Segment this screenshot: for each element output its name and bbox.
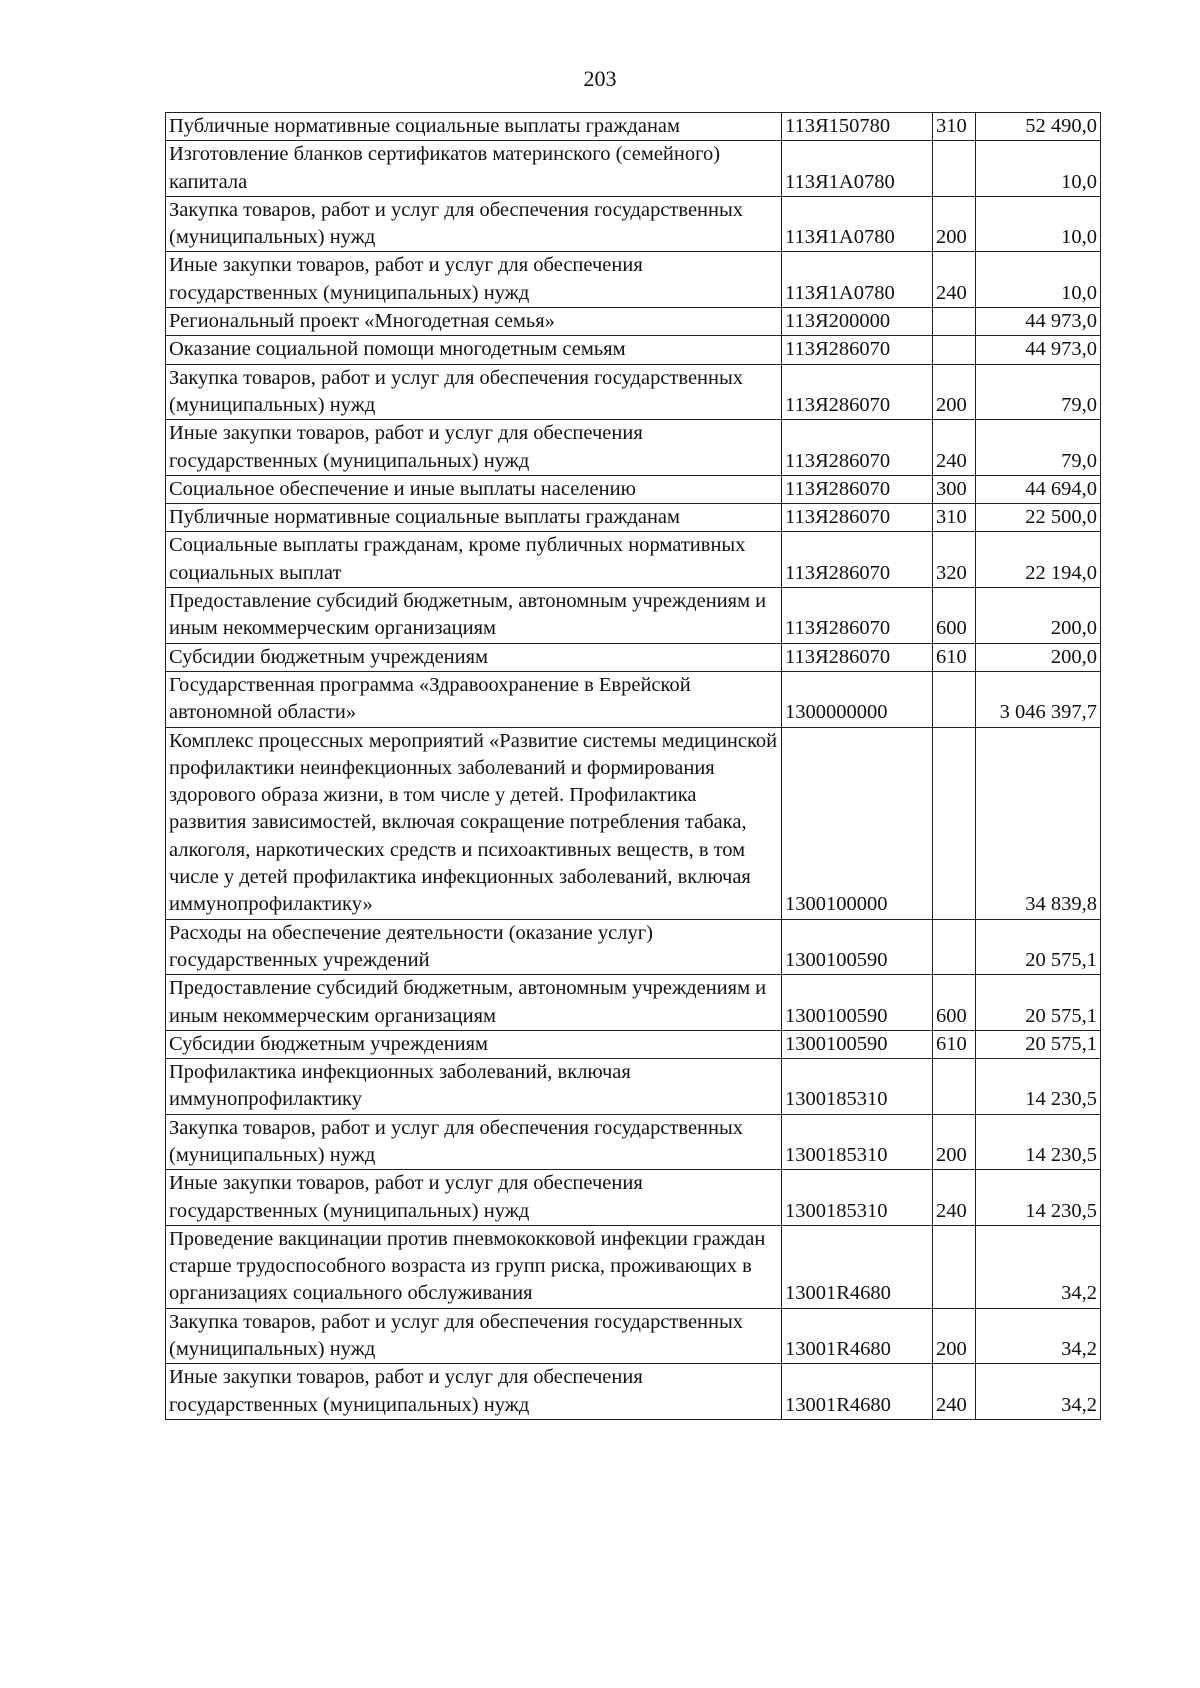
target-code-cell: 113Я1А0780	[782, 196, 933, 252]
table-row	[166, 532, 1101, 588]
amount-cell: 200,0	[976, 643, 1101, 671]
table-row	[166, 141, 1101, 197]
expense-name-cell: Иные закупки товаров, работ и услуг для обеспечения государственных (муниципальных) нужд	[166, 252, 782, 308]
table-row	[166, 919, 1101, 975]
table-row	[166, 420, 1101, 476]
amount-cell: 34,2	[976, 1308, 1101, 1364]
target-code-cell: 1300100590	[782, 1030, 933, 1058]
target-code-cell: 113Я286070	[782, 504, 933, 532]
expense-type-cell: 200	[933, 196, 976, 252]
target-code-cell: 113Я286070	[782, 336, 933, 364]
expense-name-cell: Иные закупки товаров, работ и услуг для обеспечения государственных (муниципальных) нужд	[166, 420, 782, 476]
target-code-cell: 113Я286070	[782, 643, 933, 671]
expense-name-cell: Закупка товаров, работ и услуг для обеспечения государственных (муниципальных) нужд	[166, 364, 782, 420]
expense-type-cell	[933, 308, 976, 336]
amount-cell: 44 973,0	[976, 308, 1101, 336]
target-code-cell: 113Я150780	[782, 113, 933, 141]
expense-name-cell: Государственная программа «Здравоохранение в Еврейской автономной области»	[166, 671, 782, 727]
amount-cell: 34,2	[976, 1225, 1101, 1308]
amount-cell: 52 490,0	[976, 113, 1101, 141]
page-number: 203	[583, 66, 617, 91]
table-row	[166, 113, 1101, 141]
expense-type-cell: 200	[933, 1114, 976, 1170]
amount-cell: 22 500,0	[976, 504, 1101, 532]
expense-name-cell: Субсидии бюджетным учреждениям	[166, 1030, 782, 1058]
target-code-cell: 1300100590	[782, 919, 933, 975]
expense-type-cell: 600	[933, 588, 976, 644]
amount-cell: 22 194,0	[976, 532, 1101, 588]
expense-type-cell: 240	[933, 1170, 976, 1226]
table-row	[166, 1225, 1101, 1308]
table-row	[166, 336, 1101, 364]
expense-type-cell	[933, 727, 976, 919]
expense-name-cell: Закупка товаров, работ и услуг для обеспечения государственных (муниципальных) нужд	[166, 196, 782, 252]
target-code-cell: 1300100000	[782, 727, 933, 919]
target-code-cell: 113Я286070	[782, 364, 933, 420]
amount-cell: 10,0	[976, 252, 1101, 308]
table-row	[166, 308, 1101, 336]
expense-type-cell: 610	[933, 1030, 976, 1058]
expense-name-cell: Закупка товаров, работ и услуг для обеспечения государственных (муниципальных) нужд	[166, 1114, 782, 1170]
target-code-cell: 1300000000	[782, 671, 933, 727]
expense-type-cell	[933, 671, 976, 727]
expense-type-cell	[933, 1059, 976, 1115]
expense-name-cell: Предоставление субсидий бюджетным, автономным учреждениям и иным некоммерческим организациям	[166, 975, 782, 1031]
table-row	[166, 1308, 1101, 1364]
expense-type-cell: 300	[933, 475, 976, 503]
amount-cell: 34,2	[976, 1364, 1101, 1420]
amount-cell: 44 694,0	[976, 475, 1101, 503]
amount-cell: 14 230,5	[976, 1170, 1101, 1226]
amount-cell: 44 973,0	[976, 336, 1101, 364]
expense-name-cell: Социальные выплаты гражданам, кроме публичных нормативных социальных выплат	[166, 532, 782, 588]
target-code-cell: 113Я286070	[782, 532, 933, 588]
expense-type-cell	[933, 336, 976, 364]
amount-cell: 20 575,1	[976, 1030, 1101, 1058]
expense-name-cell: Предоставление субсидий бюджетным, автономным учреждениям и иным некоммерческим организациям	[166, 588, 782, 644]
amount-cell: 79,0	[976, 420, 1101, 476]
expense-type-cell: 610	[933, 643, 976, 671]
expense-type-cell: 310	[933, 504, 976, 532]
expense-name-cell: Публичные нормативные социальные выплаты гражданам	[166, 504, 782, 532]
table-row	[166, 1114, 1101, 1170]
expense-type-cell: 310	[933, 113, 976, 141]
target-code-cell: 13001R4680	[782, 1308, 933, 1364]
expense-name-cell: Публичные нормативные социальные выплаты гражданам	[166, 113, 782, 141]
expense-type-cell: 240	[933, 1364, 976, 1420]
target-code-cell: 113Я1А0780	[782, 141, 933, 197]
table-row	[166, 1170, 1101, 1226]
amount-cell: 10,0	[976, 196, 1101, 252]
expense-name-cell: Оказание социальной помощи многодетным семьям	[166, 336, 782, 364]
table-row	[166, 588, 1101, 644]
table-row	[166, 727, 1101, 919]
target-code-cell: 1300100590	[782, 975, 933, 1031]
table-row	[166, 196, 1101, 252]
amount-cell: 14 230,5	[976, 1114, 1101, 1170]
table-row	[166, 1059, 1101, 1115]
table-row	[166, 475, 1101, 503]
amount-cell: 79,0	[976, 364, 1101, 420]
expense-type-cell	[933, 1225, 976, 1308]
expense-name-cell: Субсидии бюджетным учреждениям	[166, 643, 782, 671]
expense-type-cell	[933, 919, 976, 975]
amount-cell: 34 839,8	[976, 727, 1101, 919]
amount-cell: 200,0	[976, 588, 1101, 644]
expense-name-cell: Иные закупки товаров, работ и услуг для обеспечения государственных (муниципальных) нужд	[166, 1170, 782, 1226]
amount-cell: 20 575,1	[976, 919, 1101, 975]
target-code-cell: 1300185310	[782, 1114, 933, 1170]
expense-type-cell: 200	[933, 364, 976, 420]
expense-name-cell: Профилактика инфекционных заболеваний, включая иммунопрофилактику	[166, 1059, 782, 1115]
expense-name-cell: Закупка товаров, работ и услуг для обеспечения государственных (муниципальных) нужд	[166, 1308, 782, 1364]
amount-cell: 10,0	[976, 141, 1101, 197]
table-row	[166, 1364, 1101, 1420]
expense-name-cell: Расходы на обеспечение деятельности (оказание услуг) государственных учреждений	[166, 919, 782, 975]
table-row	[166, 975, 1101, 1031]
target-code-cell: 13001R4680	[782, 1225, 933, 1308]
amount-cell: 14 230,5	[976, 1059, 1101, 1115]
expense-type-cell: 240	[933, 252, 976, 308]
table-row	[166, 1030, 1101, 1058]
target-code-cell: 113Я200000	[782, 308, 933, 336]
expense-type-cell: 200	[933, 1308, 976, 1364]
expense-type-cell: 320	[933, 532, 976, 588]
table-row	[166, 364, 1101, 420]
amount-cell: 3 046 397,7	[976, 671, 1101, 727]
target-code-cell: 1300185310	[782, 1170, 933, 1226]
table-row	[166, 671, 1101, 727]
expense-name-cell: Иные закупки товаров, работ и услуг для обеспечения государственных (муниципальных) нужд	[166, 1364, 782, 1420]
amount-cell: 20 575,1	[976, 975, 1101, 1031]
target-code-cell: 113Я286070	[782, 475, 933, 503]
expense-type-cell: 240	[933, 420, 976, 476]
expense-name-cell: Комплекс процессных мероприятий «Развитие системы медицинской профилактики неинфекционных заболеваний и формирования здорового образа жизни, в том числе у детей. Профилактика развития зависимостей, включая сокращение потребления табака, алкоголя, наркотических средств и психоактивных веществ, в том числе у детей профилактика инфекционных заболеваний, включая иммунопрофилактику»	[166, 727, 782, 919]
expense-type-cell	[933, 141, 976, 197]
expense-name-cell: Социальное обеспечение и иные выплаты населению	[166, 475, 782, 503]
target-code-cell: 13001R4680	[782, 1364, 933, 1420]
target-code-cell: 113Я286070	[782, 588, 933, 644]
expense-name-cell: Региональный проект «Многодетная семья»	[166, 308, 782, 336]
expense-type-cell: 600	[933, 975, 976, 1031]
table-body	[166, 113, 1101, 1420]
target-code-cell: 113Я286070	[782, 420, 933, 476]
expense-name-cell: Проведение вакцинации против пневмококковой инфекции граждан старше трудоспособного возраста из групп риска, проживающих в организациях социального обслуживания	[166, 1225, 782, 1308]
table-row	[166, 643, 1101, 671]
budget-table	[165, 112, 1101, 1420]
target-code-cell: 1300185310	[782, 1059, 933, 1115]
target-code-cell: 113Я1А0780	[782, 252, 933, 308]
table-row	[166, 252, 1101, 308]
table-row	[166, 504, 1101, 532]
expense-name-cell: Изготовление бланков сертификатов материнского (семейного) капитала	[166, 141, 782, 197]
